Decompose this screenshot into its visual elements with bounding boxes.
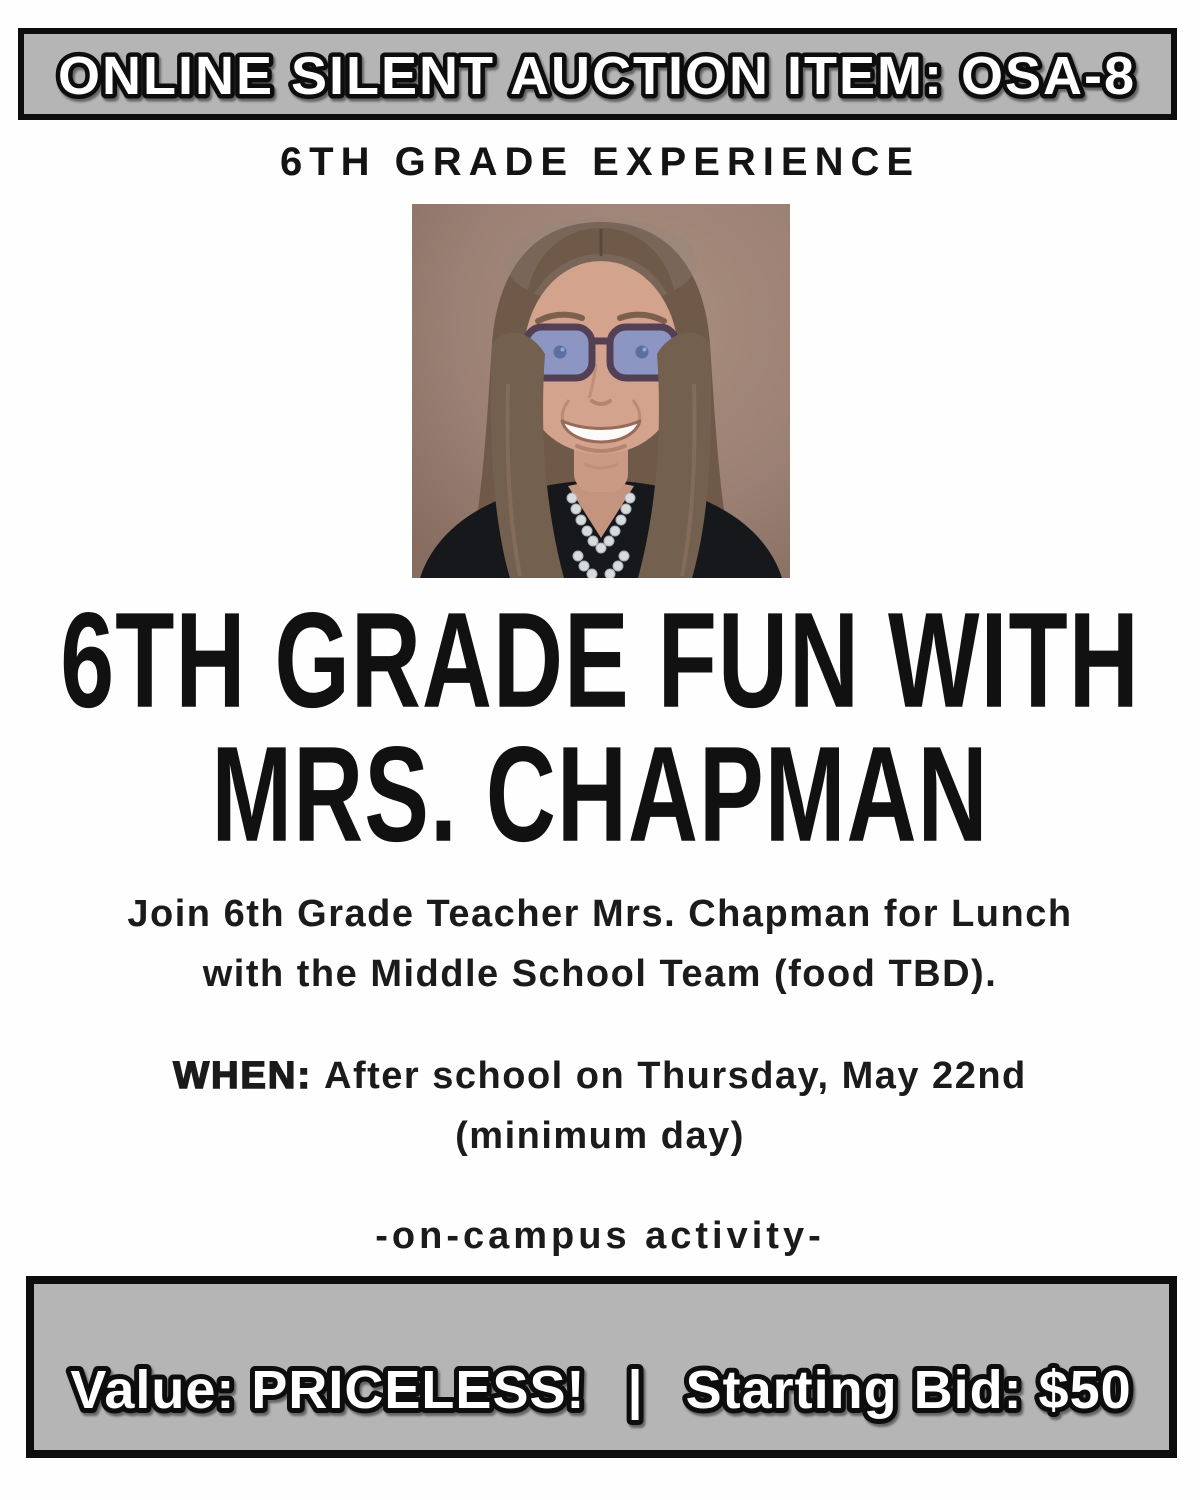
experience-heading: 6TH GRADE EXPERIENCE bbox=[279, 140, 921, 184]
when-text: After school on Thursday, May 22nd bbox=[324, 1055, 1027, 1097]
description-line-2: with the Middle School Team (food TBD). bbox=[202, 953, 998, 995]
title-line-2: MRS. CHAPMAN bbox=[211, 717, 989, 871]
portrait-illustration bbox=[412, 204, 790, 578]
bottom-banner-art bbox=[34, 1284, 1169, 1450]
bottom-banner bbox=[26, 1276, 1177, 1458]
description-paragraph bbox=[0, 884, 1200, 1004]
top-banner-art bbox=[24, 34, 1171, 114]
when-line-2: (minimum day) bbox=[455, 1115, 745, 1157]
value-label: Value: PRICELESS! bbox=[70, 1360, 586, 1420]
separator-pipe: | bbox=[627, 1360, 644, 1420]
when-line bbox=[0, 1046, 1200, 1106]
bottom-banner-label bbox=[70, 1360, 1131, 1421]
top-banner-label: ONLINE SILENT AUCTION ITEM: OSA-8 bbox=[58, 46, 1136, 106]
description-line-1: Join 6th Grade Teacher Mrs. Chapman for Lunch bbox=[127, 893, 1073, 935]
title-line-1: 6TH GRADE FUN WITH bbox=[60, 583, 1140, 737]
activity-note: -on-campus activity- bbox=[375, 1215, 825, 1257]
top-banner bbox=[18, 28, 1177, 120]
teacher-photo bbox=[412, 204, 790, 578]
when-label: WHEN: bbox=[173, 1055, 313, 1097]
starting-bid-label: Starting Bid: $50 bbox=[685, 1360, 1132, 1420]
